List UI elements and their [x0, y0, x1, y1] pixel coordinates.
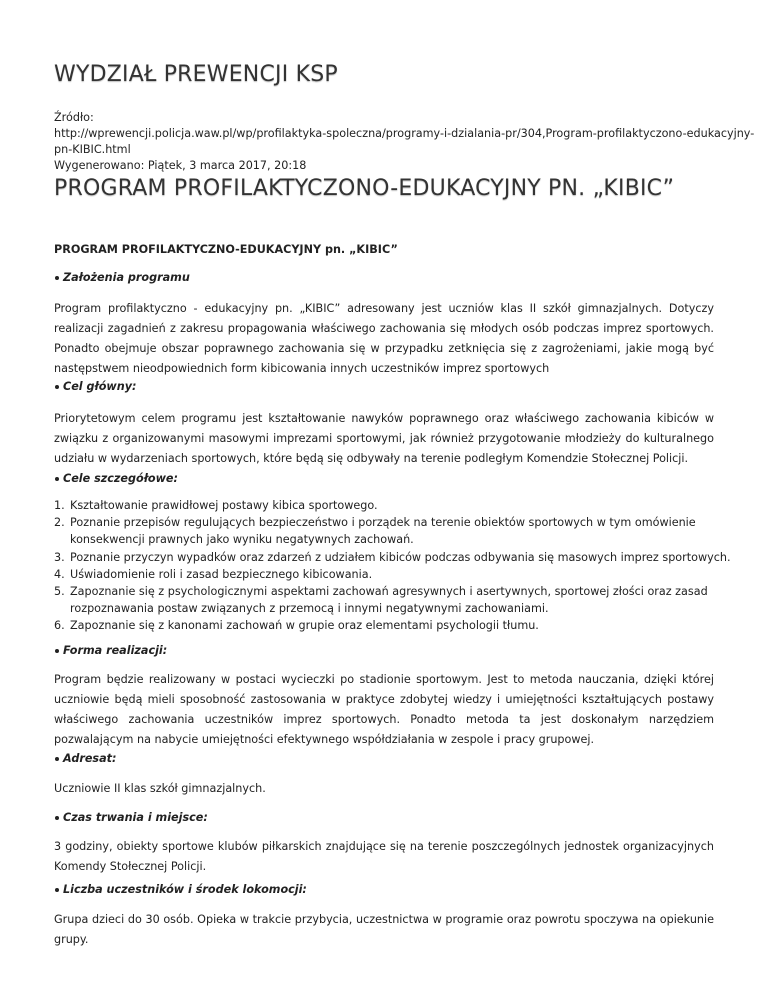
list-item: 3. Poznanie przyczyn wypadków oraz zdarzeń z udziałem kibiców podczas odbywania się masowych imprez sportowych.	[54, 550, 731, 564]
site-title: WYDZIAŁ PREWENCJI KSP	[54, 62, 338, 87]
section-text: Program będzie realizowany w postaci wycieczki po stadionie sportowym. Jest to metoda nauczania, dzięki której uczniowie będą mieli sposobność zastosowania w praktyce zdobytej wiedzy i umiejętności kształtujących postawy właściwego zachowania uczestników imprez sportowych. Ponadto metoda ta jest doskonałym narzędziem pozwalającym na nabycie umiejętności efektywnego współdziałania w zespole i pracy grupowej.	[54, 673, 714, 746]
section-heading	[54, 472, 178, 485]
section-heading-text: Założenia programu	[63, 271, 190, 284]
section-heading	[54, 271, 190, 284]
bullet-icon	[55, 757, 59, 761]
bullet-icon	[55, 477, 59, 481]
section-heading	[54, 883, 307, 896]
generated-date: Wygenerowano: Piątek, 3 marca 2017, 20:18	[54, 159, 307, 172]
section-text: Priorytetowym celem programu jest kształtowanie nawyków poprawnego oraz właściwego zachowania kibiców w związku z organizowanymi masowymi imprezami sportowymi, jak również przygotowanie młodzieży do kulturalnego udziału w wydarzeniach sportowych, które będą się odbywały na terenie podległym Komendzie Stołecznej Policji.	[54, 412, 714, 465]
bullet-icon	[55, 816, 59, 820]
list-item: 1. Kształtowanie prawidłowej postawy kibica sportowego.	[54, 499, 378, 512]
section-heading-text: Forma realizacji:	[63, 644, 168, 657]
section-heading	[54, 380, 136, 393]
bullet-icon	[55, 385, 59, 389]
section-heading-text: Cel główny:	[63, 380, 137, 393]
article-subtitle: PROGRAM PROFILAKTYCZNO-EDUKACYJNY pn. „KIBIC”	[54, 243, 398, 256]
section-heading-text: Czas trwania i miejsce:	[63, 811, 208, 824]
section-text: Program profilaktyczno - edukacyjny pn. „KIBIC” adresowany jest uczniów klas II szkół gimnazjalnych. Dotyczy realizacji zagadnień z zakresu propagowania właściwego zachowania się młodych osób podczas imprez sportowych. Ponadto obejmuje obszar poprawnego zachowania się w przypadku zetknięcia się z zagrożeniami, jakie mogą być następstwem nieodpowiednich form kibicowania innych uczestników imprez sportowych	[54, 302, 714, 375]
list-item: 5. Zapoznanie się z psychologicznymi aspektami zachowań agresywnych i asertywnych, sportowej złości oraz zasad rozpoznawania postaw związanych z przemocą i innymi negatywnymi zachowaniami.	[54, 585, 708, 616]
section-heading-text: Adresat:	[63, 752, 117, 765]
source-label: Źródło:	[54, 111, 94, 124]
goals-list	[54, 497, 734, 635]
list-item: 2. Poznanie przepisów regulujących bezpieczeństwo i porządek na terenie obiektów sportowych w tym omówienie konsekwencji prawnych jako wyniku negatywnych zachowań.	[54, 516, 696, 547]
section-heading-text: Liczba uczestników i środek lokomocji:	[63, 883, 307, 896]
article-subtitle-wrap	[54, 240, 714, 260]
source-url-line1[interactable]: http://wprewencji.policja.waw.pl/wp/profilaktyka-spoleczna/programy-i-dzialania-pr/304,Program-profilaktyczono-edukacyjny-	[54, 127, 755, 140]
source-meta	[54, 110, 755, 174]
source-url-line2[interactable]: pn-KIBIC.html	[54, 143, 131, 156]
list-item: 6. Zapoznanie się z kanonami zachowań w grupie oraz elementami psychologii tłumu.	[54, 619, 539, 633]
section-text: 3 godziny, obiekty sportowe klubów piłkarskich znajdujące się na terenie poszczególnych jednostek organizacyjnych Komendy Stołecznej Policji.	[54, 840, 714, 873]
section-text: Grupa dzieci do 30 osób. Opieka w trakcie przybycia, uczestnictwa w programie oraz powrotu spoczywa na opiekunie grupy.	[54, 913, 714, 946]
section-heading	[54, 644, 167, 657]
section-heading	[54, 811, 208, 824]
article-title: PROGRAM PROFILAKTYCZONO-EDUKACYJNY PN. „KIBIC”	[54, 176, 675, 201]
section-heading-text: Cele szczegółowe:	[63, 472, 178, 485]
bullet-icon	[55, 649, 59, 653]
bullet-icon	[55, 276, 59, 280]
list-item: 4. Uświadomienie roli i zasad bezpiecznego kibicowania.	[54, 567, 373, 581]
bullet-icon	[55, 888, 59, 892]
section-heading	[54, 752, 116, 765]
section-text: Uczniowie II klas szkół gimnazjalnych.	[54, 782, 266, 795]
